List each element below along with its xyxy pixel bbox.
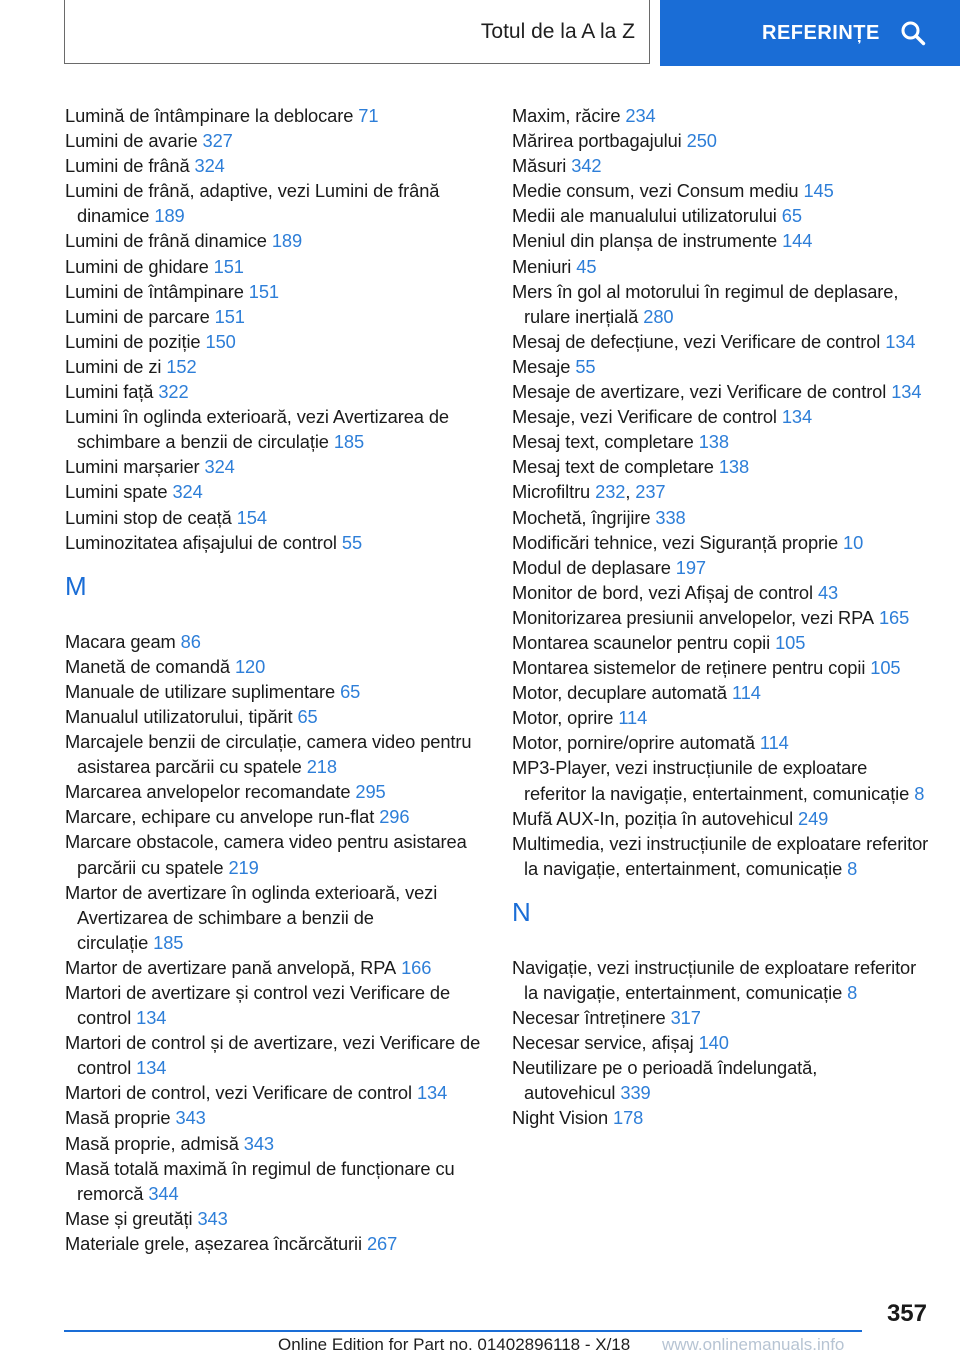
page-link[interactable]: 140 — [698, 1032, 729, 1054]
index-entry — [65, 679, 485, 704]
index-entry — [512, 955, 932, 1005]
page-separator: , — [625, 481, 636, 503]
page-link[interactable]: 8 — [847, 857, 858, 879]
index-entry-term: Monitorizarea presiunii anvelopelor, vezi RPA — [512, 606, 874, 628]
index-entry-term: Masă totală maximă în regimul de funcționare cu remorcă — [65, 1157, 455, 1204]
index-entry-term: Lumini în oglinda exterioară, vezi Avertizarea de schimbare a benzii de circulație — [65, 406, 449, 453]
page-link[interactable]: 86 — [180, 630, 201, 652]
page-link[interactable]: 324 — [194, 155, 225, 177]
page-link[interactable]: 343 — [197, 1207, 228, 1229]
index-entry-term: Mesaje, vezi Verificare de control — [512, 406, 777, 428]
index-entry — [512, 379, 932, 404]
index-entry — [512, 755, 932, 805]
index-entry-term: Măsuri — [512, 155, 567, 177]
index-entry — [512, 228, 932, 253]
page-link[interactable]: 114 — [731, 682, 761, 704]
page-link[interactable]: 152 — [166, 355, 197, 377]
index-entry — [512, 203, 932, 228]
index-entry — [65, 880, 485, 955]
index-entry-term: Meniul din planșa de instrumente — [512, 230, 778, 252]
page-link[interactable]: 134 — [416, 1082, 448, 1104]
search-icon — [900, 20, 926, 46]
page-link[interactable]: 151 — [213, 255, 244, 277]
index-entry — [65, 629, 485, 654]
index-entry — [512, 1055, 932, 1105]
page-link[interactable]: 267 — [366, 1232, 398, 1254]
index-entry — [65, 704, 485, 729]
page-link[interactable]: 342 — [571, 155, 602, 177]
index-entry-term: Lumini stop de ceață — [65, 506, 232, 528]
index-entry-term: MP3-Player, vezi instrucțiunile de exploatare referitor la navigație, entertainment, comunicație — [512, 757, 910, 804]
index-entry — [65, 729, 485, 779]
section-letter-m: M — [65, 570, 87, 601]
index-entry — [512, 505, 932, 530]
index-entry-term: Mesaj text, completare — [512, 431, 694, 453]
index-entry — [65, 505, 485, 530]
index-entry — [512, 530, 932, 555]
index-entry-term: Lumină de întâmpinare la deblocare — [65, 105, 354, 126]
page-number: 357 — [886, 1300, 927, 1327]
page-link[interactable]: 134 — [136, 1057, 167, 1079]
page-link[interactable]: 339 — [620, 1082, 651, 1104]
page-link[interactable]: 65 — [297, 705, 318, 727]
index-entry — [65, 279, 485, 304]
page-link[interactable]: 219 — [228, 856, 259, 878]
index-entry-term: Lumini de ghidare — [65, 255, 209, 277]
index-entry — [512, 1105, 932, 1130]
index-entry — [512, 555, 932, 580]
footer-divider — [64, 1330, 862, 1332]
index-entry — [512, 279, 932, 329]
index-column-right — [512, 103, 932, 1131]
index-entry-term: Lumini spate — [65, 481, 168, 503]
index-entry — [65, 379, 485, 404]
index-entry-term: Lumini de parcare — [65, 305, 210, 327]
index-entry-term: Lumini de frână — [65, 155, 190, 177]
index-entry — [65, 980, 485, 1030]
index-entry — [65, 1231, 485, 1256]
page-link[interactable]: 317 — [670, 1007, 701, 1029]
index-entry-term: Lumini față — [65, 381, 154, 403]
index-entry — [65, 329, 485, 354]
page-link[interactable]: 324 — [204, 456, 235, 478]
index-entry-term: Lumini marșarier — [65, 456, 200, 478]
page-link[interactable]: 10 — [843, 531, 864, 553]
index-entry-term: Masă proprie — [65, 1107, 171, 1129]
page-link[interactable]: 166 — [401, 956, 432, 978]
index-entry-term: Macara geam — [65, 630, 176, 652]
index-entry — [65, 103, 485, 128]
page-link[interactable]: 197 — [675, 556, 706, 578]
index-entry-term: Motor, oprire — [512, 707, 614, 729]
index-entry-term: Manualul utilizatorului, tipărit — [65, 705, 293, 727]
index-entry — [65, 779, 485, 804]
index-entry — [512, 354, 932, 379]
index-entry — [512, 655, 932, 680]
index-column-left — [65, 103, 485, 1256]
index-entry-term: Necesar întreținere — [512, 1007, 666, 1029]
page-link[interactable]: 343 — [243, 1132, 274, 1154]
page-link[interactable]: 8 — [914, 782, 925, 804]
index-entry-term: Manetă de comandă — [65, 655, 230, 677]
index-entry-term: Mesaje de avertizare, vezi Verificare de control — [512, 381, 887, 403]
index-entry-term: Mase și greutăți — [65, 1207, 193, 1229]
index-entry — [512, 1030, 932, 1055]
page-link[interactable]: 65 — [781, 205, 802, 227]
page-link[interactable]: 105 — [870, 657, 901, 679]
index-entry — [512, 128, 932, 153]
page-link[interactable]: 55 — [341, 531, 363, 553]
index-entry-term: Lumini de zi — [65, 355, 162, 377]
footer-edition-text: Online Edition for Part no. 01402896118 - X/18 — [278, 1335, 631, 1354]
index-entry — [65, 128, 485, 153]
page-link[interactable]: 249 — [798, 807, 829, 829]
index-entry-term: Montarea scaunelor pentru copii — [512, 631, 771, 653]
page-link[interactable]: 150 — [205, 330, 236, 352]
index-entry-term: Neutilizare pe o perioadă îndelungată, autovehicul — [512, 1057, 818, 1104]
index-entry-term: Marcajele benzii de circulație, camera video pentru asistarea parcării cu spatele — [65, 731, 472, 778]
index-entry — [65, 530, 485, 555]
index-entry — [65, 304, 485, 329]
index-entry — [65, 153, 485, 178]
index-entry-term: Navigație, vezi instrucțiunile de exploatare referitor la navigație, entertainment, comunicație — [512, 956, 917, 1003]
page-link[interactable]: 189 — [271, 230, 303, 252]
page-link[interactable]: 114 — [759, 732, 789, 754]
index-entry — [65, 254, 485, 279]
page-link[interactable]: 8 — [847, 982, 858, 1003]
page-link[interactable]: 134 — [781, 406, 813, 428]
tab-a-to-z[interactable] — [64, 0, 650, 64]
index-entry-term: Mesaj de defecțiune, vezi Verificare de control — [512, 330, 881, 352]
index-entry — [65, 178, 485, 228]
index-entry — [65, 955, 485, 980]
index-entry — [65, 1156, 485, 1206]
page-link[interactable]: 185 — [153, 931, 184, 953]
page-link[interactable]: 138 — [698, 431, 729, 453]
index-entry-term: Mochetă, îngrijire — [512, 506, 651, 528]
page-link[interactable]: 138 — [718, 456, 750, 478]
index-entry — [65, 354, 485, 379]
page-link[interactable]: 250 — [686, 130, 717, 152]
index-entry-term: Medie consum, vezi Consum mediu — [512, 180, 799, 202]
page-link[interactable]: 280 — [643, 305, 674, 327]
page-link[interactable]: 189 — [154, 205, 185, 227]
page-link[interactable]: 338 — [655, 506, 686, 528]
index-entry-term: Medii ale manualului utilizatorului — [512, 205, 777, 227]
page-link[interactable]: 145 — [803, 180, 834, 202]
index-entry — [65, 479, 485, 504]
page-link[interactable]: 165 — [878, 606, 910, 628]
index-entry-term: Lumini de întâmpinare — [65, 280, 244, 302]
index-entry — [65, 228, 485, 253]
footer-watermark: www.onlinemanuals.info — [662, 1335, 845, 1354]
index-entry — [512, 254, 932, 279]
page-link[interactable]: 327 — [202, 130, 233, 152]
index-entry-term: Mers în gol al motorului în regimul de deplasare, rulare inerțială — [512, 280, 899, 327]
page-link[interactable]: 71 — [358, 105, 379, 126]
index-entry — [512, 178, 932, 203]
index-entry — [512, 329, 932, 354]
page-link[interactable]: 55 — [575, 355, 596, 377]
index-entry — [65, 1030, 485, 1080]
index-entry-term: Modul de deplasare — [512, 556, 671, 578]
page-link[interactable]: 45 — [576, 255, 597, 277]
index-entry-term: Martori de control și de avertizare, vezi Verificare de control — [65, 1032, 481, 1079]
index-entry-term: Marcare obstacole, camera video pentru asistarea parcării cu spatele — [65, 831, 467, 878]
index-entry — [512, 806, 932, 831]
index-entry-term: Martor de avertizare pană anvelopă, RPA — [65, 956, 397, 978]
index-entry — [512, 680, 932, 705]
page-link[interactable]: 322 — [158, 381, 189, 403]
page-link[interactable]: 151 — [214, 305, 245, 327]
page-link[interactable]: 343 — [175, 1107, 206, 1129]
index-entry-term: Mesaje — [512, 355, 571, 377]
index-entry-term: Motor, pornire/oprire automată — [512, 732, 755, 754]
index-entry — [65, 404, 485, 454]
index-entry-term: Night Vision — [512, 1107, 609, 1129]
index-entry — [512, 1005, 932, 1030]
index-entry-term: Multimedia, vezi instrucțiunile de exploatare referitor la navigație, entertainment, comunicație — [512, 832, 929, 879]
index-entry-term: Montarea sistemelor de reținere pentru copii — [512, 657, 866, 679]
index-entry-term: Marcare, echipare cu anvelope run-flat — [65, 806, 375, 828]
index-entry-term: Lumini de poziție — [65, 330, 201, 352]
page-link[interactable]: 178 — [613, 1107, 644, 1129]
index-entry-term: Modificări tehnice, vezi Siguranță proprie — [512, 531, 839, 553]
index-entry-term: Manuale de utilizare suplimentare — [65, 680, 336, 702]
index-entry — [65, 1105, 485, 1130]
index-entry — [65, 804, 485, 829]
page-link[interactable]: 154 — [236, 506, 267, 528]
index-entry — [512, 831, 932, 881]
index-entry — [65, 454, 485, 479]
index-entry-term: Martori de avertizare și control vezi Verificare de control — [65, 982, 451, 1029]
index-entry — [512, 454, 932, 479]
index-entry — [512, 429, 932, 454]
index-entry-term: Martor de avertizare în oglinda exterioară, vezi Avertizarea de schimbare a benzii de circulație — [65, 881, 438, 953]
references-label: REFERINȚE — [762, 21, 880, 44]
tab-label: Totul de la A la Z — [480, 19, 635, 43]
index-entry-term: Luminozitatea afișajului de control — [65, 531, 337, 553]
index-entry-term: Mesaj text de completare — [512, 456, 714, 478]
index-entry — [512, 404, 932, 429]
index-entry — [65, 1206, 485, 1231]
index-entry-term: Meniuri — [512, 255, 572, 277]
page-link[interactable]: 344 — [148, 1182, 179, 1204]
index-entry-term: Lumini de frână dinamice — [65, 230, 267, 252]
index-entry — [512, 479, 932, 504]
page-link[interactable]: 237 — [635, 481, 666, 503]
page-link[interactable]: 234 — [625, 105, 656, 126]
index-entry-term: Mufă AUX-In, poziția în autovehicul — [512, 807, 794, 829]
page-link[interactable]: 218 — [306, 756, 337, 778]
index-entry — [65, 1080, 485, 1105]
section-letter-n: N — [512, 896, 531, 927]
page-link[interactable]: 65 — [340, 680, 361, 702]
index-entry-term: Monitor de bord, vezi Afișaj de control — [512, 581, 813, 603]
index-entry-term: Lumini de avarie — [65, 130, 198, 152]
index-entry — [512, 705, 932, 730]
page-link[interactable]: 43 — [817, 581, 839, 603]
page-link[interactable]: 134 — [136, 1007, 167, 1029]
index-entry — [512, 103, 932, 128]
index-entry-term: Microfiltru — [512, 481, 591, 503]
page-link[interactable]: 151 — [248, 280, 279, 302]
page-link[interactable]: 296 — [379, 806, 410, 828]
index-entry-term: Lumini de frână, adaptive, vezi Lumini de frână dinamice — [65, 180, 440, 227]
page-link[interactable]: 114 — [618, 707, 648, 729]
index-entry — [65, 829, 485, 879]
index-entry-term: Materiale grele, așezarea încărcăturii — [65, 1232, 362, 1254]
index-entry — [512, 605, 932, 630]
page-link[interactable]: 185 — [333, 431, 365, 453]
page-link[interactable]: 120 — [234, 655, 266, 677]
index-entry-term: Martori de control, vezi Verificare de control — [65, 1082, 412, 1104]
page-link[interactable]: 105 — [775, 631, 806, 653]
index-entry — [512, 580, 932, 605]
index-entry-term: Marcarea anvelopelor recomandate — [65, 781, 351, 803]
page-link[interactable]: 324 — [172, 481, 203, 503]
references-button[interactable] — [660, 0, 960, 66]
index-entry-term: Motor, decuplare automată — [512, 682, 727, 704]
index-entry-term: Necesar service, afișaj — [512, 1032, 694, 1054]
index-entry — [65, 1131, 485, 1156]
index-entry — [65, 654, 485, 679]
page-link[interactable]: 295 — [355, 781, 386, 803]
page-link[interactable]: 144 — [782, 230, 813, 252]
page-link[interactable]: 134 — [885, 330, 916, 352]
index-entry-term: Maxim, răcire — [512, 105, 621, 126]
index-entry — [512, 153, 932, 178]
index-entry-term: Mărirea portbagajului — [512, 130, 682, 152]
page-link[interactable]: 134 — [891, 381, 922, 403]
index-entry — [512, 730, 932, 755]
index-entry — [512, 630, 932, 655]
page-link[interactable]: 232 — [595, 481, 626, 503]
index-entry-term: Masă proprie, admisă — [65, 1132, 239, 1154]
